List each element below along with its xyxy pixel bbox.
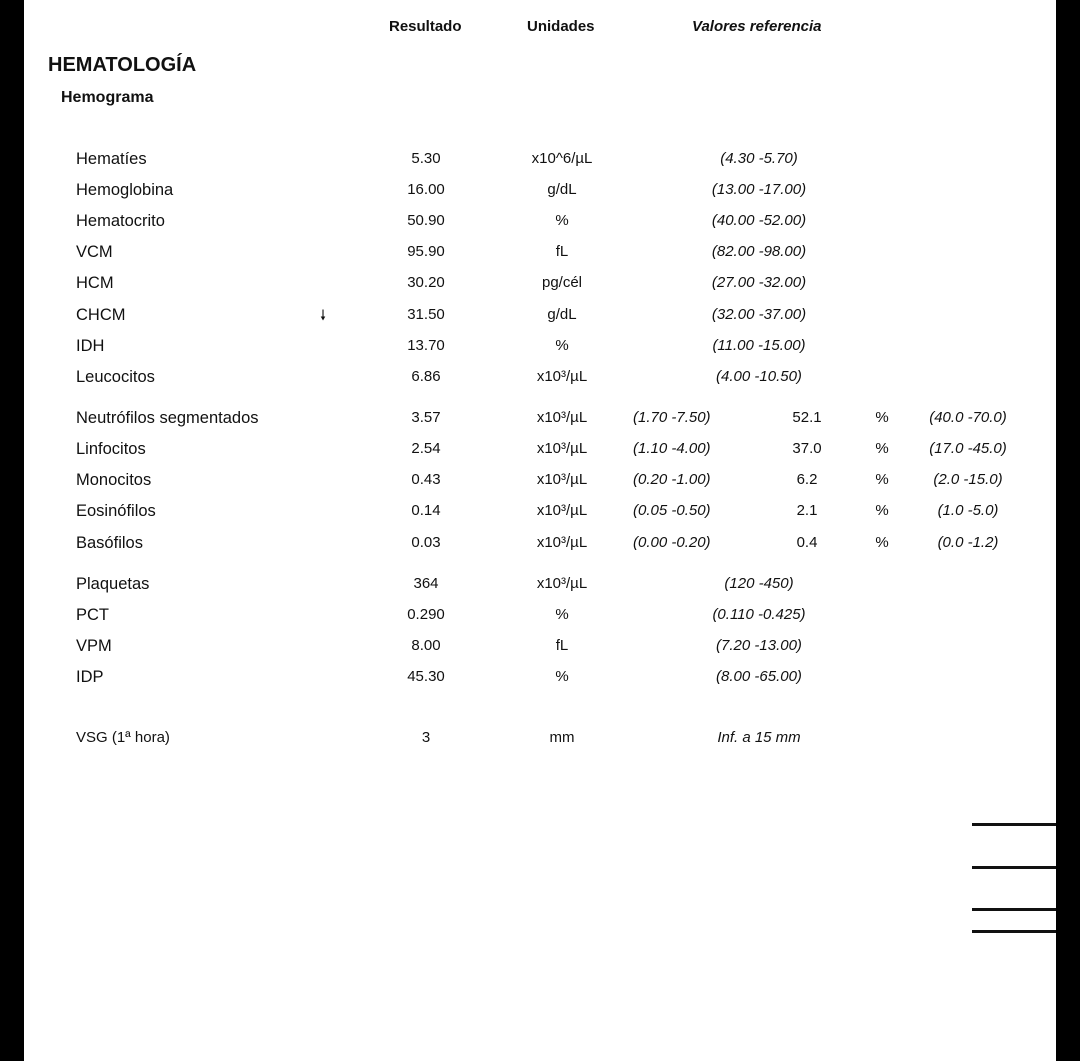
test-reference: (40.00 -52.00) (711, 212, 807, 229)
test-unit: x10³/µL (536, 471, 588, 488)
test-reference: (13.00 -17.00) (711, 181, 807, 198)
test-result: 5.30 (411, 150, 441, 167)
test-name: Eosinófilos (76, 502, 156, 520)
test-result: 3.57 (411, 409, 441, 426)
test-percent: 6.2 (796, 471, 818, 488)
test-result: 6.86 (411, 368, 441, 385)
test-result: 8.00 (411, 637, 441, 654)
test-name: Basófilos (76, 534, 143, 552)
decorative-line (972, 823, 1056, 826)
test-unit: x10³/µL (536, 409, 588, 426)
test-unit: x10³/µL (536, 575, 588, 592)
table-row (24, 635, 1056, 657)
test-unit: % (555, 212, 569, 229)
test-unit: mm (549, 729, 575, 746)
test-unit: x10³/µL (536, 534, 588, 551)
table-row (24, 666, 1056, 688)
test-result: 0.03 (411, 534, 441, 551)
header-reference: Valores referencia (692, 18, 822, 35)
test-percent-reference: (1.0 -5.0) (937, 502, 999, 519)
test-percent-unit: % (875, 471, 889, 488)
test-unit: % (555, 337, 569, 354)
table-row (24, 241, 1056, 263)
test-reference-absolute: (1.10 -4.00) (633, 440, 711, 457)
test-percent-reference: (17.0 -45.0) (929, 440, 1007, 457)
test-unit: g/dL (547, 306, 577, 323)
table-row (24, 335, 1056, 357)
test-unit: pg/cél (541, 274, 583, 291)
test-percent-unit: % (875, 409, 889, 426)
test-name: VCM (76, 243, 113, 261)
decorative-line (972, 866, 1056, 869)
test-result: 0.290 (407, 606, 445, 623)
test-name: Hematíes (76, 150, 147, 168)
header-result: Resultado (389, 18, 462, 35)
report-page (24, 0, 1056, 1061)
table-row (24, 179, 1056, 201)
table-row (24, 573, 1056, 595)
test-unit: fL (555, 637, 569, 654)
test-name: Linfocitos (76, 440, 146, 458)
test-unit: g/dL (547, 181, 577, 198)
test-reference-absolute: (0.00 -0.20) (633, 534, 711, 551)
table-row (24, 304, 1056, 326)
test-result: 0.14 (411, 502, 441, 519)
header-units: Unidades (527, 18, 595, 35)
test-reference: Inf. a 15 mm (717, 729, 801, 746)
test-name: IDH (76, 337, 105, 355)
test-reference: (0.110 -0.425) (712, 606, 806, 623)
test-reference: (4.30 -5.70) (720, 150, 798, 167)
test-name: PCT (76, 606, 109, 624)
test-result: 2.54 (411, 440, 441, 457)
table-row (24, 407, 1056, 429)
test-name: HCM (76, 274, 114, 292)
test-unit: x10^6/µL (531, 150, 593, 167)
test-name: Hematocrito (76, 212, 165, 230)
table-row (24, 727, 1056, 749)
test-name: IDP (76, 668, 104, 686)
test-percent: 2.1 (796, 502, 818, 519)
test-name: VSG (1ª hora) (76, 729, 170, 746)
table-row (24, 500, 1056, 522)
test-reference: (32.00 -37.00) (711, 306, 807, 323)
test-result: 16.00 (407, 181, 445, 198)
test-result: 31.50 (407, 306, 445, 323)
test-name: Hemoglobina (76, 181, 174, 199)
table-row (24, 604, 1056, 626)
test-name: Neutrófilos segmentados (76, 409, 259, 427)
table-row (24, 148, 1056, 170)
test-reference: (11.00 -15.00) (712, 337, 806, 354)
test-reference: (8.00 -65.00) (716, 668, 802, 685)
test-result: 364 (413, 575, 439, 592)
test-unit: x10³/µL (536, 502, 588, 519)
test-unit: x10³/µL (536, 368, 588, 385)
test-name: Monocitos (76, 471, 152, 489)
test-result: 30.20 (407, 274, 445, 291)
test-unit: % (555, 606, 569, 623)
arrow-down-icon: 🠗 (319, 307, 326, 323)
test-reference: (7.20 -13.00) (716, 637, 802, 654)
test-reference-absolute: (1.70 -7.50) (633, 409, 711, 426)
test-reference: (4.00 -10.50) (716, 368, 802, 385)
test-percent-reference: (0.0 -1.2) (937, 534, 999, 551)
test-reference: (120 -450) (724, 575, 794, 592)
decorative-line (972, 908, 1056, 911)
test-percent: 52.1 (792, 409, 822, 426)
test-percent-reference: (40.0 -70.0) (929, 409, 1007, 426)
table-row (24, 210, 1056, 232)
decorative-line (972, 930, 1056, 933)
test-name: VPM (76, 637, 112, 655)
test-name: Leucocitos (76, 368, 155, 386)
test-reference-absolute: (0.05 -0.50) (633, 502, 711, 519)
test-name: Plaquetas (76, 575, 150, 593)
table-row (24, 532, 1056, 554)
test-name: CHCM (76, 306, 126, 324)
test-result: 0.43 (411, 471, 441, 488)
test-result: 45.30 (407, 668, 445, 685)
test-percent-reference: (2.0 -15.0) (933, 471, 1003, 488)
test-result: 95.90 (407, 243, 445, 260)
subsection-title: Hemograma (61, 89, 154, 106)
test-reference: (82.00 -98.00) (711, 243, 807, 260)
test-reference: (27.00 -32.00) (711, 274, 807, 291)
test-result: 50.90 (407, 212, 445, 229)
test-percent: 0.4 (796, 534, 818, 551)
table-row (24, 438, 1056, 460)
test-percent-unit: % (875, 534, 889, 551)
table-row (24, 366, 1056, 388)
test-percent-unit: % (875, 440, 889, 457)
test-unit: x10³/µL (536, 440, 588, 457)
table-row (24, 469, 1056, 491)
test-unit: fL (555, 243, 569, 260)
test-result: 13.70 (407, 337, 445, 354)
test-percent-unit: % (875, 502, 889, 519)
test-result: 3 (421, 729, 431, 746)
test-unit: % (555, 668, 569, 685)
section-title: HEMATOLOGÍA (48, 54, 197, 76)
test-percent: 37.0 (792, 440, 822, 457)
table-row (24, 272, 1056, 294)
test-reference-absolute: (0.20 -1.00) (633, 471, 711, 488)
